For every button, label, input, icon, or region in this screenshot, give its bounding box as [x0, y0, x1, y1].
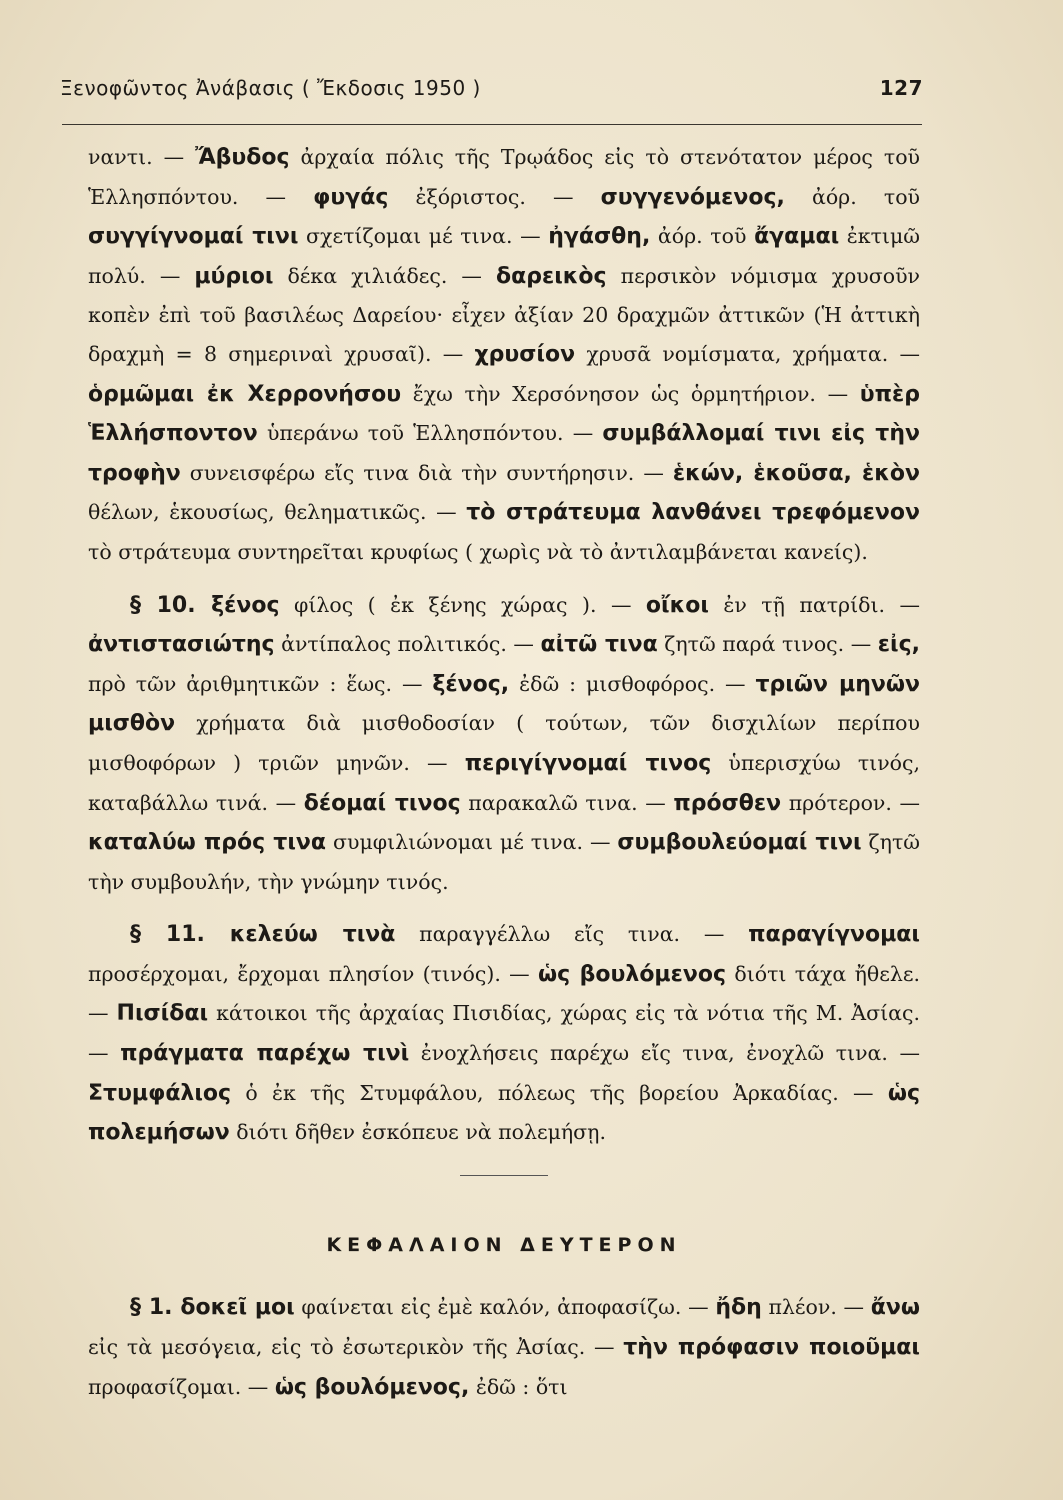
lemma: συμβάλλομαί τινι εἰς τὴν τροφὴν — [88, 421, 920, 486]
lemma: φυγάς — [313, 184, 389, 210]
paragraph-section-10 — [88, 586, 920, 902]
gloss-text: τὸ στράτευμα συντηρεῖται κρυφίως ( χωρὶς νὰ τὸ ἀντιλαμβάνεται κανείς). — [88, 539, 868, 564]
lemma: συμβουλεύομαί τινι — [617, 830, 862, 856]
gloss-text: διότι δῆθεν ἐσκόπευε νὰ πολεμήσῃ. — [229, 1120, 606, 1145]
paragraph-section-11 — [88, 915, 920, 1153]
lemma: ἠγάσθη, — [548, 224, 651, 250]
gloss-text: ἐν τῇ πατρίδι. — — [708, 592, 920, 617]
gloss-text: ἐδῶ : ὅτι — [469, 1374, 568, 1399]
gloss-text: ναντι. — — [88, 145, 196, 169]
lemma: Πισίδαι — [116, 1001, 209, 1027]
gloss-text: πρότερον. — — [781, 790, 921, 815]
lemma: συγγίγνομαί τινι — [88, 224, 299, 250]
lemma: ἄγαμαι — [754, 224, 840, 250]
gloss-text: πρὸ τῶν ἀριθμητικῶν : ἕως. — — [88, 671, 433, 696]
lemma: ὡς βουλόμενος, — [274, 1374, 470, 1400]
lemma: παραγίγνομαι — [748, 922, 920, 948]
chapter-title: ΚΕΦΑΛΑΙΟΝ ΔΕΥΤΕΡΟΝ — [326, 1233, 682, 1256]
section-lemma: § 11. κελεύω τινὰ — [130, 922, 396, 948]
lemma: ὡς βουλόμενος — [538, 961, 727, 987]
section-lemma: § 10. ξένος — [130, 592, 280, 618]
gloss-text: παρακαλῶ τινα. — — [460, 790, 674, 815]
gloss-text: ἀόρ. τοῦ — [650, 224, 755, 249]
gloss-text: πλέον. — — [761, 1295, 871, 1320]
lemma: χρυσίον — [474, 341, 576, 367]
header-rule — [62, 124, 922, 125]
lemma: ἤδη — [715, 1295, 762, 1321]
gloss-text: ὑπεράνω τοῦ Ἑλλησπόντου. — — [257, 421, 603, 446]
gloss-text: ὑπερισχύω τινός, καταβάλλω τινά. — — [88, 750, 921, 815]
gloss-text: κάτοικοι τῆς ἀρχαίας Πισιδίας, χώρας εἰς τὰ νότια τῆς Μ. Ἀσίας. — — [88, 1001, 920, 1066]
gloss-text: ἐκτιμῶ πολύ. — — [88, 224, 921, 288]
lemma: τὴν πρόφασιν ποιοῦμαι — [623, 1335, 920, 1361]
section-lemma: § 1. δοκεῖ μοι — [130, 1295, 295, 1321]
gloss-text: φίλος ( ἐκ ξένης χώρας ). — — [279, 592, 646, 617]
gloss-text: εἰς τὰ μεσόγεια, εἰς τὸ ἐσωτερικὸν τῆς Ἀσίας. — — [88, 1335, 624, 1360]
gloss-text: χρήματα διὰ μισθοδοσίαν ( τούτων, τῶν δισχιλίων περίπου μισθοφόρων ) τριῶν μηνῶν. — — [88, 711, 920, 775]
page-body — [88, 138, 920, 1407]
paragraph-1 — [88, 138, 920, 572]
lemma: ὑπὲρ Ἑλλήσποντον — [88, 381, 921, 447]
gloss-text: σχετίζομαι μέ τινα. — — [298, 224, 549, 249]
gloss-text: ἐνοχλήσεις παρέχω εἴς τινα, ἐνοχλῶ τινα. — — [409, 1041, 920, 1066]
gloss-text: ὁ ἐκ τῆς Στυμφάλου, πόλεως τῆς βορείου Ἀρκαδίας. — — [231, 1080, 888, 1105]
gloss-text: προσέρχομαι, ἔρχομαι πλησίον (τινός). — — [88, 961, 539, 986]
gloss-text: παραγγέλλω εἴς τινα. — — [395, 922, 749, 947]
lemma: πράγματα παρέχω τινὶ — [120, 1041, 410, 1067]
lemma: δαρεικὸς — [495, 263, 607, 289]
lemma: δέομαί τινος — [303, 790, 461, 816]
lemma: συγγενόμενος, — [600, 184, 785, 210]
lemma: μύριοι — [194, 263, 274, 289]
lemma: οἴκοι — [645, 592, 709, 618]
chapter-separator — [460, 1175, 548, 1176]
lemma: ὡς πολεμήσων — [88, 1080, 920, 1146]
page-number: 127 — [879, 76, 923, 100]
gloss-text: θέλων, ἑκουσίως, θεληματικῶς. — — [88, 500, 467, 525]
gloss-text: ἐδῶ : μισθοφόρος. — — [509, 671, 756, 696]
lemma: τὸ στράτευμα λανθάνει τρεφόμενον — [466, 500, 921, 526]
lemma: εἰς, — [877, 632, 920, 658]
gloss-text: προφασίζομαι. — — [88, 1374, 275, 1399]
gloss-text: ἀρχαία πόλις τῆς Τρῳάδος εἰς τὸ στενότατον μέρος τοῦ Ἑλλησπόντου. — — [88, 145, 920, 209]
lemma: τριῶν μηνῶν μισθὸν — [88, 671, 920, 737]
lemma: καταλύω πρός τινα — [88, 830, 327, 856]
gloss-text: ζητῶ τὴν συμβουλήν, τὴν γνώμην τινός. — [88, 830, 921, 894]
gloss-text: ἐξόριστος. — — [388, 184, 601, 209]
lemma: ἑκών, ἑκοῦσα, ἑκὸν — [672, 460, 920, 486]
header-title: Ξενοφῶντος Ἀνάβασις ( Ἔκδοσις 1950 ) — [60, 76, 481, 100]
lemma: περιγίγνομαί τινος — [464, 750, 712, 776]
gloss-text: συνεισφέρω εἴς τινα διὰ τὴν συντήρησιν. — — [180, 460, 673, 485]
paragraph-chapter2-section-1 — [88, 1288, 920, 1407]
lemma: ξένος, — [432, 671, 510, 697]
lemma: ὁρμῶμαι ἐκ Χερρονήσου — [88, 381, 402, 407]
gloss-text: συμφιλιώνομαι μέ τινα. — — [326, 830, 618, 855]
lemma: ἄνω — [870, 1295, 920, 1321]
lemma: ἀντιστασιώτης — [88, 632, 275, 658]
gloss-text: ἀόρ. τοῦ — [784, 184, 920, 209]
gloss-text: ἀντίπαλος πολιτικός. — — [274, 632, 541, 657]
gloss-text: δέκα χιλιάδες. — — [273, 263, 496, 288]
lemma: Στυμφάλιος — [88, 1080, 232, 1106]
lemma: πρόσθεν — [673, 790, 782, 816]
gloss-text: περσικὸν νόμισμα χρυσοῦν κοπὲν ἐπὶ τοῦ βασιλέως Δαρείου· εἶχεν ἀξίαν 20 δραχμῶν ἀττικῶν (Ἡ ἀττικὴ δραχμὴ = 8 σημεριναὶ χρυσαῖ). — — [88, 263, 920, 366]
gloss-text: ἔχω τὴν Χερσόνησον ὡς ὁρμητήριον. — — [401, 381, 860, 406]
gloss-text: φαίνεται εἰς ἐμὲ καλόν, ἀποφασίζω. — — [294, 1295, 716, 1320]
lemma: Ἄβυδος — [195, 145, 290, 170]
gloss-text: διότι τάχα ἤθελε. — — [88, 961, 920, 1026]
gloss-text: χρυσᾶ νομίσματα, χρήματα. — — [575, 341, 920, 366]
lemma: αἰτῶ τινα — [540, 632, 658, 658]
gloss-text: ζητῶ παρά τινος. — — [657, 632, 878, 657]
